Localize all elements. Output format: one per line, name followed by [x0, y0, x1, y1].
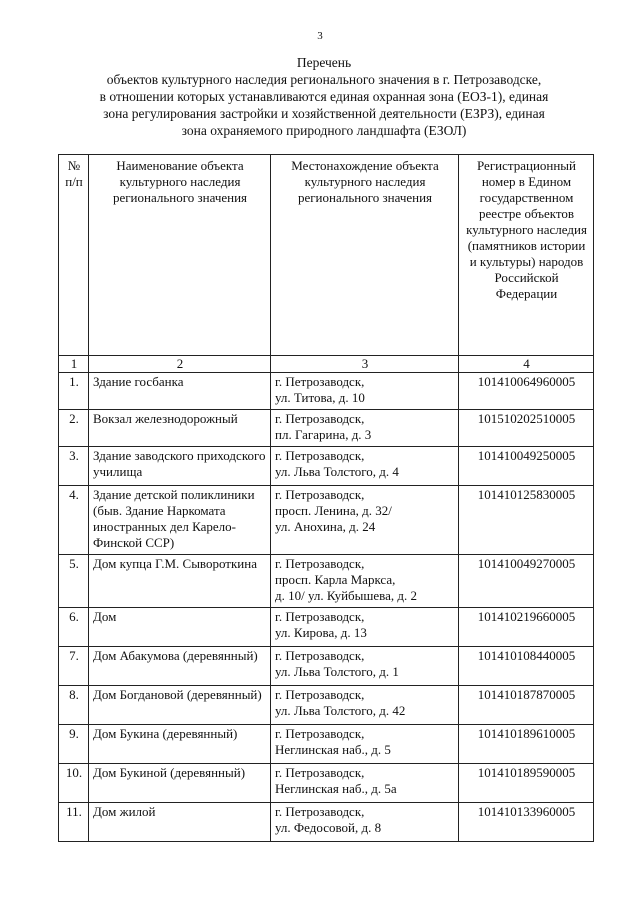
location-line: ул. Кирова, д. 13 — [275, 625, 367, 640]
row-name: Здание заводского приходского училища — [89, 447, 271, 486]
location-line: г. Петрозаводск, — [275, 487, 365, 502]
table-row — [59, 647, 594, 686]
row-location — [271, 373, 459, 410]
table-row — [59, 686, 594, 725]
column-index: 1 — [59, 356, 89, 373]
row-reg-number: 101410133960005 — [459, 803, 594, 842]
row-num: 11. — [59, 803, 89, 842]
row-num: 7. — [59, 647, 89, 686]
row-name: Здание госбанка — [89, 373, 271, 410]
row-reg-number: 101410189590005 — [459, 764, 594, 803]
row-name: Дом Букиной (деревянный) — [89, 764, 271, 803]
row-num: 8. — [59, 686, 89, 725]
row-num: 5. — [59, 555, 89, 608]
location-line: ул. Федосовой, д. 8 — [275, 820, 382, 835]
row-name: Дом — [89, 608, 271, 647]
column-index-row — [59, 356, 594, 373]
location-line: ул. Льва Толстого, д. 42 — [275, 703, 406, 718]
row-reg-number: 101410189610005 — [459, 725, 594, 764]
row-num: 9. — [59, 725, 89, 764]
row-name: Вокзал железнодорожный — [89, 410, 271, 447]
row-location — [271, 803, 459, 842]
column-index: 3 — [271, 356, 459, 373]
document-heading — [60, 54, 588, 139]
table-row — [59, 764, 594, 803]
table-header-row — [59, 155, 594, 356]
table-row — [59, 725, 594, 764]
location-line: ул. Льва Толстого, д. 4 — [275, 464, 399, 479]
location-line: г. Петрозаводск, — [275, 726, 365, 741]
location-line: Неглинская наб., д. 5а — [275, 781, 397, 796]
row-num: 10. — [59, 764, 89, 803]
location-line: пл. Гагарина, д. 3 — [275, 427, 372, 442]
row-location — [271, 647, 459, 686]
row-num: 1. — [59, 373, 89, 410]
row-num: 6. — [59, 608, 89, 647]
row-location — [271, 486, 459, 555]
location-line: г. Петрозаводск, — [275, 804, 365, 819]
row-name: Здание детской поликлиники (быв. Здание Наркомата иностранных дел Карело-Финской ССР) — [89, 486, 271, 555]
location-line: д. 10/ ул. Куйбышева, д. 2 — [275, 588, 418, 603]
heading-line: зона охраняемого природного ландшафта (ЕЗОЛ) — [181, 123, 467, 138]
row-num: 3. — [59, 447, 89, 486]
table-row — [59, 373, 594, 410]
location-line: г. Петрозаводск, — [275, 648, 365, 663]
header-reg-number: Регистрационный номер в Едином государственном реестре объектов культурного наследия (памятников истории и культуры) народов Российской Федерации — [459, 155, 594, 356]
location-line: г. Петрозаводск, — [275, 687, 365, 702]
row-location — [271, 608, 459, 647]
row-name: Дом Букина (деревянный) — [89, 725, 271, 764]
row-name: Дом Богдановой (деревянный) — [89, 686, 271, 725]
row-location — [271, 410, 459, 447]
row-reg-number: 101510202510005 — [459, 410, 594, 447]
table-row — [59, 447, 594, 486]
row-reg-number: 101410219660005 — [459, 608, 594, 647]
location-line: ул. Титова, д. 10 — [275, 390, 365, 405]
row-name: Дом купца Г.М. Сывороткина — [89, 555, 271, 608]
heading-line: зона регулирования застройки и хозяйственной деятельности (ЕЗРЗ), единая — [103, 106, 545, 121]
location-line: ул. Анохина, д. 24 — [275, 519, 376, 534]
location-line: г. Петрозаводск, — [275, 609, 365, 624]
row-num: 2. — [59, 410, 89, 447]
location-line: г. Петрозаводск, — [275, 448, 365, 463]
table-row — [59, 486, 594, 555]
row-name: Дом Абакумова (деревянный) — [89, 647, 271, 686]
heading-line: в отношении которых устанавливаются единая охранная зона (ЕОЗ-1), единая — [99, 89, 549, 104]
row-reg-number: 101410064960005 — [459, 373, 594, 410]
location-line: просп. Ленина, д. 32/ — [275, 503, 392, 518]
location-line: г. Петрозаводск, — [275, 765, 365, 780]
column-index: 4 — [459, 356, 594, 373]
header-num: № п/п — [59, 155, 89, 356]
table-row — [59, 608, 594, 647]
row-num: 4. — [59, 486, 89, 555]
heritage-objects-table — [58, 154, 594, 842]
row-reg-number: 101410125830005 — [459, 486, 594, 555]
heading-title: Перечень — [296, 55, 352, 70]
location-line: г. Петрозаводск, — [275, 374, 365, 389]
location-line: г. Петрозаводск, — [275, 556, 365, 571]
row-location — [271, 447, 459, 486]
row-location — [271, 555, 459, 608]
row-reg-number: 101410108440005 — [459, 647, 594, 686]
location-line: г. Петрозаводск, — [275, 411, 365, 426]
table-row — [59, 555, 594, 608]
heading-line: объектов культурного наследия регионального значения в г. Петрозаводске, — [106, 72, 542, 87]
page-number: 3 — [317, 30, 323, 42]
location-line: Неглинская наб., д. 5 — [275, 742, 391, 757]
row-reg-number: 101410187870005 — [459, 686, 594, 725]
row-name: Дом жилой — [89, 803, 271, 842]
row-location — [271, 686, 459, 725]
row-reg-number: 101410049270005 — [459, 555, 594, 608]
row-reg-number: 101410049250005 — [459, 447, 594, 486]
location-line: просп. Карла Маркса, — [275, 572, 396, 587]
row-location — [271, 725, 459, 764]
header-name: Наименование объекта культурного наследия регионального значения — [89, 155, 271, 356]
row-location — [271, 764, 459, 803]
column-index: 2 — [89, 356, 271, 373]
table-row — [59, 803, 594, 842]
table-row — [59, 410, 594, 447]
header-location: Местонахождение объекта культурного наследия регионального значения — [271, 155, 459, 356]
location-line: ул. Льва Толстого, д. 1 — [275, 664, 399, 679]
